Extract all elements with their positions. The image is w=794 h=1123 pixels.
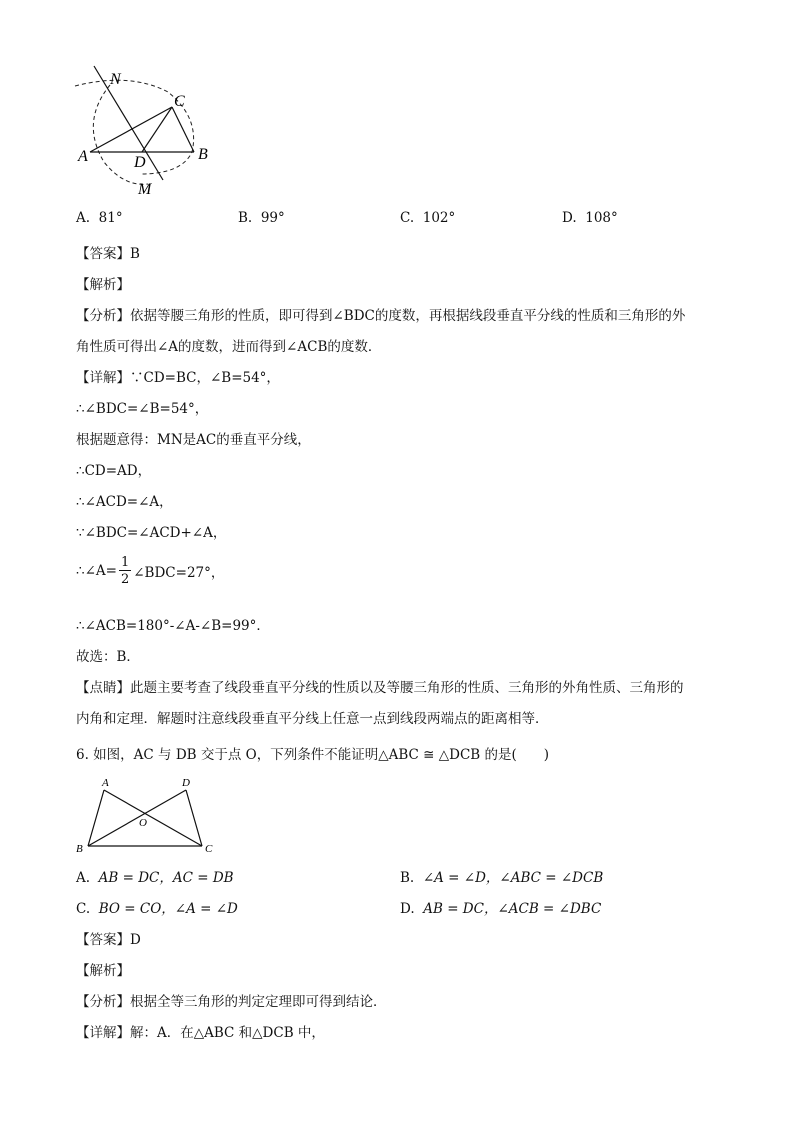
option-letter: B. <box>400 870 415 886</box>
q5-segment-ac <box>90 107 172 152</box>
q6-label-a: A <box>102 777 109 789</box>
option-text: ∠A = ∠D，∠ABC = ∠DCB <box>422 870 604 886</box>
q5-segment-cb <box>172 107 194 152</box>
q5-analysis-heading: 【解析】 <box>76 277 130 293</box>
q5-label-d: D <box>134 154 146 171</box>
q5-fraction-line <box>76 556 224 586</box>
q6-analysis-line: 【分析】根据全等三角形的判定定理即可得到结论． <box>76 994 387 1010</box>
option-text: AB = DC，AC = DB <box>98 870 234 886</box>
q5-option-b <box>238 210 285 226</box>
option-text: BO = CO，∠A = ∠D <box>98 901 238 917</box>
q5-detail-line-1: 【详解】∵CD=BC，∠B=54°， <box>76 370 280 386</box>
q5-option-c <box>400 210 455 226</box>
q5-line-mn <box>94 66 163 180</box>
q5-label-b: B <box>198 146 208 163</box>
option-letter: A. <box>76 210 91 226</box>
fraction-numerator: 1 <box>120 555 130 570</box>
q6-label-c: C <box>205 843 213 855</box>
option-letter: C. <box>76 901 91 917</box>
q5-comment-line-1: 【点睛】此题主要考查了线段垂直平分线的性质以及等腰三角形的性质、三角形的外角性质、三角形的 <box>76 680 684 696</box>
option-letter: A. <box>76 870 91 886</box>
option-text: 108° <box>585 210 618 226</box>
q5-option-d <box>562 210 618 226</box>
q5-detail-line-6: ∵∠BDC=∠ACD+∠A， <box>76 525 227 541</box>
q6-segment-ac <box>104 790 202 846</box>
q6-detail-line: 【详解】解：A．在△ABC 和△DCB 中， <box>76 1025 325 1041</box>
q6-answer: 【答案】D <box>76 932 141 948</box>
q6-segment-db <box>88 790 186 846</box>
option-letter: B. <box>238 210 253 226</box>
q5-figure <box>70 62 230 202</box>
option-text: 81° <box>98 210 123 226</box>
q5-detail-line-5: ∴∠ACD=∠A， <box>76 494 173 510</box>
q6-figure <box>74 774 224 856</box>
fraction-prefix: ∴∠A= <box>76 563 117 579</box>
q6-stem: 6. 如图，AC 与 DB 交于点 O，下列条件不能证明△ABC ≅ △DCB 的是( ) <box>76 747 550 763</box>
q5-label-m: M <box>138 181 152 198</box>
fraction-suffix: ∠BDC=27°， <box>133 565 225 581</box>
fraction <box>119 556 131 586</box>
q6-option-b <box>400 866 603 886</box>
q6-analysis-heading: 【解析】 <box>76 963 130 979</box>
option-text: 99° <box>260 210 285 226</box>
q5-label-a: A <box>78 148 88 165</box>
option-letter: D. <box>400 901 415 917</box>
q6-label-d: D <box>182 777 190 789</box>
q5-detail-line-2: ∴∠BDC=∠B=54°， <box>76 401 209 417</box>
q5-detail-conclusion: ∴∠ACB=180°-∠A-∠B=99°． <box>76 618 270 634</box>
option-letter: D. <box>562 210 577 226</box>
q5-label-c: C <box>174 93 185 110</box>
q5-detail-line-4: ∴CD=AD， <box>76 463 152 479</box>
q5-answer: 【答案】B <box>76 246 140 262</box>
q5-choose: 故选：B． <box>76 649 140 665</box>
q5-segment-cd <box>142 107 172 152</box>
q5-detail-line-3: 根据题意得：MN是AC的垂直平分线， <box>76 432 311 448</box>
fraction-denominator: 2 <box>120 572 130 587</box>
q5-analysis-line-1: 【分析】依据等腰三角形的性质，即可得到∠BDC的度数，再根据线段垂直平分线的性质和三角形的外 <box>76 308 686 324</box>
q5-comment-line-2: 内角和定理．解题时注意线段垂直平分线上任意一点到线段两端点的距离相等． <box>76 711 549 727</box>
q5-label-n: N <box>110 71 121 88</box>
q5-option-a <box>76 210 123 226</box>
option-text: 102° <box>422 210 456 226</box>
q6-option-c <box>76 897 238 917</box>
q6-option-a <box>76 866 234 886</box>
q6-label-b: B <box>76 843 83 855</box>
option-text: AB = DC，∠ACB = ∠DBC <box>423 901 602 917</box>
q6-option-d <box>400 897 601 917</box>
q6-label-o: O <box>139 817 147 829</box>
option-letter: C. <box>400 210 415 226</box>
q5-analysis-line-2: 角性质可得出∠A的度数，进而得到∠ACB的度数． <box>76 339 382 355</box>
